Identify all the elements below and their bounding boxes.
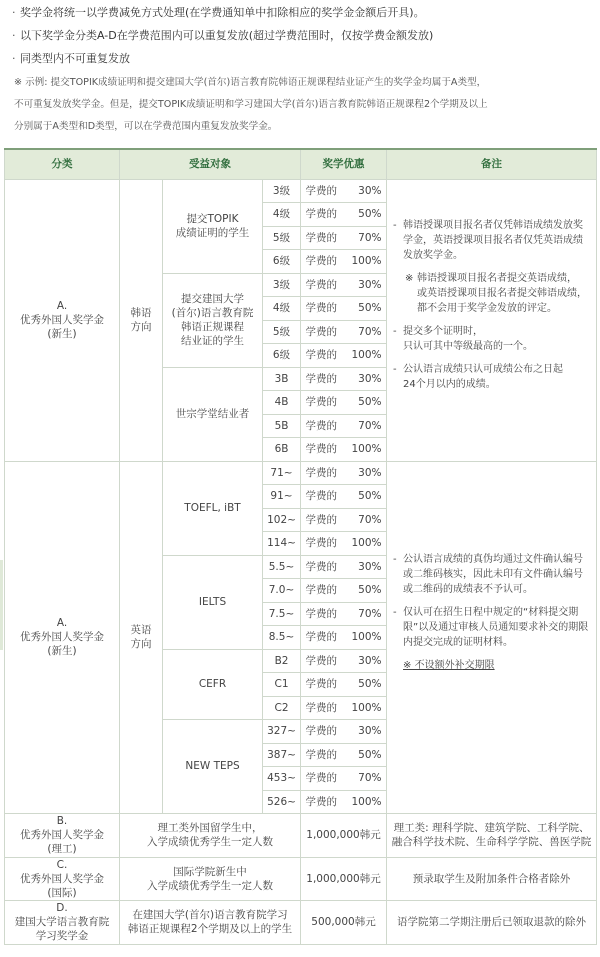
tuition-label: 学费的: [305, 678, 338, 691]
tuition-label: 学费的: [305, 584, 338, 597]
category-a-english: [5, 461, 120, 814]
percent-value: 100%: [351, 255, 382, 268]
group-name-text-line: 世宗学堂结业者: [175, 407, 250, 420]
percent-value: 30%: [358, 372, 382, 385]
track-label: [120, 306, 162, 334]
remark-cell: [387, 814, 597, 858]
target-text-line: 入学成绩优秀学生一定人数: [147, 836, 273, 849]
benefit-cell: [301, 344, 387, 368]
remark-1-line: 或二维码核实，因此未印有文件确认编号: [403, 568, 584, 580]
remark-text-line: 语学院第二学期注册后已领取退款的除外: [397, 916, 587, 929]
category-catD: [5, 901, 120, 945]
group-name: [163, 555, 263, 649]
group-name-text-line: (首尔)语言教育院: [171, 306, 254, 319]
percent-value: 100%: [351, 701, 382, 714]
tuition-label: 学费的: [305, 748, 338, 761]
benefit-cell: [301, 673, 387, 697]
category-name: 建国大学语言教育院: [14, 916, 110, 929]
group-name-text: [163, 759, 262, 773]
group-name-text: [163, 407, 262, 421]
level-cell: 3级: [263, 273, 301, 297]
benefit-cell: [301, 743, 387, 767]
tuition-label: 学费的: [305, 184, 338, 197]
target-text-line: 理工类外国留学生中，: [157, 822, 263, 835]
group-name-text-line: 提交TOPIK: [186, 212, 239, 225]
tuition-label: 学费的: [305, 701, 338, 714]
tuition-label: 学费的: [305, 372, 338, 385]
percent-value: 30%: [358, 466, 382, 479]
target-cell: [120, 814, 301, 858]
no-extension-note: ※ 不设额外补交期限: [403, 659, 495, 671]
remark-1-line: 韩语授课项目报名者仅凭韩语成绩发放奖: [403, 219, 584, 231]
remark-2-line: 内提交完成的证明材料。: [403, 636, 514, 648]
benefit-cell: [301, 320, 387, 344]
target-text-line: 国际学院新生中: [173, 865, 247, 878]
remark-2-line: 仅认可在招生日程中规定的“材料提交期: [403, 606, 579, 618]
tuition-label: 学费的: [305, 772, 338, 785]
percent-value: 100%: [351, 631, 382, 644]
group-name-text: [163, 595, 262, 609]
example-line-1: ※ 示例: 提交TOPIK成绩证明和提交建国大学(首尔)语言教育院韩语正规课程结业证产生的奖学金均属于A类型，: [14, 77, 487, 88]
percent-value: 30%: [358, 278, 382, 291]
note-line-1: · 奖学金将统一以学费减免方式处理(在学费通知单中扣除相应的奖学金金额后开具)。: [12, 6, 425, 19]
note-line-3: · 同类型内不可重复发放: [12, 52, 130, 65]
percent-value: 30%: [358, 184, 382, 197]
benefit-cell: [301, 297, 387, 321]
remark-2-line: 限”以及通过审核人员通知要求补交的期限: [403, 621, 589, 633]
english-remark-cell: [387, 461, 597, 814]
group-name-text-line: TOEFL, iBT: [184, 501, 241, 514]
group-name: [163, 461, 263, 555]
remark-1-sub-line: 或英语授课项目报名者提交韩语成绩，: [417, 287, 588, 299]
group-name: [163, 273, 263, 367]
benefit-cell: [301, 790, 387, 814]
remark-1-line: 发放奖学金。: [403, 249, 464, 261]
percent-value: 70%: [358, 772, 382, 785]
benefit-amount: 1,000,000韩元: [301, 857, 387, 901]
level-cell: 5级: [263, 320, 301, 344]
benefit-cell: [301, 391, 387, 415]
tuition-label: 学费的: [305, 419, 338, 432]
percent-value: 100%: [351, 443, 382, 456]
group-name-text: [163, 677, 262, 691]
benefit-cell: [301, 767, 387, 791]
remark-2-line: 提交多个证明时，: [403, 325, 484, 337]
korean-track: [120, 179, 163, 461]
level-cell: 102~: [263, 508, 301, 532]
table-row: [5, 179, 597, 203]
level-cell: 5B: [263, 414, 301, 438]
header-remark: 备注: [387, 149, 597, 179]
remark-text: [387, 915, 596, 929]
remark-1-line: 学金，英语授课项目报名者仅凭英语成绩: [403, 234, 584, 246]
level-cell: 6B: [263, 438, 301, 462]
benefit-cell: [301, 532, 387, 556]
remark-text: [387, 872, 596, 886]
benefit-cell: [301, 555, 387, 579]
category-name: 优秀外国人奖学金: [20, 829, 104, 842]
benefit-cell: [301, 508, 387, 532]
category-name: 优秀外国人奖学金: [20, 631, 104, 644]
percent-value: 50%: [358, 678, 382, 691]
benefit-cell: [301, 602, 387, 626]
remark-1-line: 或二维码的成绩表不予认可。: [403, 583, 534, 595]
level-cell: 7.0~: [263, 579, 301, 603]
note-line-2: · 以下奖学金分类A-D在学费范围内可以重复发放(超过学费范围时，仅按学费金额发放): [12, 29, 434, 42]
tuition-label: 学费的: [305, 513, 338, 526]
group-name-text-line: 提交建国大学: [181, 292, 244, 305]
remark-cell: [387, 901, 597, 945]
level-cell: C1: [263, 673, 301, 697]
benefit-cell: [301, 250, 387, 274]
tuition-label: 学费的: [305, 795, 338, 808]
level-cell: 71~: [263, 461, 301, 485]
level-cell: 4级: [263, 297, 301, 321]
percent-value: 50%: [358, 490, 382, 503]
category-name: 优秀外国人奖学金: [20, 313, 104, 326]
remark-2-line: 只认可其中等级最高的一个。: [403, 340, 534, 352]
category-catB: [5, 814, 120, 858]
remark-text: [387, 821, 596, 849]
group-name: [163, 367, 263, 461]
level-cell: 5.5~: [263, 555, 301, 579]
level-cell: 6级: [263, 250, 301, 274]
category-code: A.: [56, 616, 68, 629]
tuition-label: 学费的: [305, 560, 338, 573]
category-catC: [5, 857, 120, 901]
benefit-cell: [301, 273, 387, 297]
tuition-label: 学费的: [305, 396, 338, 409]
benefit-cell: [301, 414, 387, 438]
remark-2: - 提交多个证明时， 只认可其中等级最高的一个。: [393, 325, 534, 352]
group-name-text: [163, 501, 262, 515]
group-name-text-line: 成绩证明的学生: [175, 227, 250, 239]
english-track: [120, 461, 163, 814]
tuition-label: 学费的: [305, 631, 338, 644]
header-benefit: 奖学优惠: [301, 149, 387, 179]
tuition-label: 学费的: [305, 607, 338, 620]
remark-3: [393, 658, 590, 673]
category-note: (新生): [47, 328, 77, 341]
remark-text-line: 预录取学生及附加条件合格者除外: [412, 872, 571, 885]
target-text-line: 在建国大学(首尔)语言教育院学习: [132, 909, 288, 922]
tuition-label: 学费的: [305, 490, 338, 503]
benefit-cell: [301, 696, 387, 720]
group-name: [163, 720, 263, 814]
target-text-line: 韩语正规课程2个学期及以上的学生: [127, 923, 293, 936]
side-tab-marker: [0, 560, 3, 650]
remark-cell: [387, 857, 597, 901]
group-name-text-line: NEW TEPS: [185, 760, 240, 773]
category-code: C.: [56, 858, 68, 871]
remark-1-sub-line: 都不会用于奖学金发放的评定。: [417, 302, 558, 314]
group-name-text-line: IELTS: [198, 595, 227, 608]
tuition-label: 学费的: [305, 443, 338, 456]
level-cell: 3B: [263, 367, 301, 391]
level-cell: 3级: [263, 179, 301, 203]
group-name-text-line: CEFR: [198, 678, 227, 691]
remark-3-line: 公认语言成绩只认可成绩公布之日起: [403, 363, 564, 375]
category-code: D.: [56, 902, 68, 915]
remark-1: - 公认语言成绩的真伪均通过文件确认编号 或二维码核实，因此未印有文件确认编号 或二维码的成绩表不予认可。: [393, 553, 584, 595]
remark-text-line: 理工类: 理科学院、建筑学院、工科学院、: [393, 822, 590, 835]
benefit-cell: [301, 579, 387, 603]
percent-value: 50%: [358, 584, 382, 597]
tuition-label: 学费的: [305, 231, 338, 244]
group-name-text-line: 结业证的学生: [181, 335, 244, 348]
level-cell: 7.5~: [263, 602, 301, 626]
level-cell: 114~: [263, 532, 301, 556]
tuition-label: 学费的: [305, 325, 338, 338]
level-cell: C2: [263, 696, 301, 720]
benefit-cell: [301, 226, 387, 250]
track-label-line: 方向: [130, 638, 152, 651]
category-a-korean: [5, 179, 120, 461]
percent-value: 30%: [358, 654, 382, 667]
table-header-row: [5, 149, 597, 179]
group-name-text-line: 韩语正规课程: [181, 321, 244, 333]
benefit-cell: [301, 203, 387, 227]
target-text: [120, 821, 300, 849]
remark-3-line: 24个月以内的成绩。: [403, 378, 496, 390]
level-cell: 91~: [263, 485, 301, 509]
track-label-line: 韩语: [130, 306, 152, 319]
level-cell: 327~: [263, 720, 301, 744]
percent-value: 100%: [351, 349, 382, 362]
level-cell: 4B: [263, 391, 301, 415]
scholarship-table: [4, 148, 597, 945]
remark-1-line: 公认语言成绩的真伪均通过文件确认编号: [403, 553, 584, 565]
benefit-cell: [301, 179, 387, 203]
benefit-cell: [301, 461, 387, 485]
track-label: [120, 623, 162, 651]
percent-value: 70%: [358, 231, 382, 244]
benefit-cell: [301, 438, 387, 462]
tuition-label: 学费的: [305, 349, 338, 362]
notes-section: [0, 0, 600, 148]
tuition-label: 学费的: [305, 208, 338, 221]
level-cell: 8.5~: [263, 626, 301, 650]
percent-value: 70%: [358, 325, 382, 338]
remark-2: - 仅认可在招生日程中规定的“材料提交期 限”以及通过审核人员通知要求补交的期限 内提交完成的证明材料。: [393, 606, 589, 648]
category-name: 优秀外国人奖学金: [20, 872, 104, 885]
tuition-label: 学费的: [305, 537, 338, 550]
percent-value: 100%: [351, 537, 382, 550]
level-cell: B2: [263, 649, 301, 673]
percent-value: 50%: [358, 396, 382, 409]
remark-3: - 公认语言成绩只认可成绩公布之日起 24个月以内的成绩。: [393, 363, 564, 390]
table-row: [5, 461, 597, 485]
level-cell: 6级: [263, 344, 301, 368]
tuition-label: 学费的: [305, 654, 338, 667]
remark-1-sub-line: 韩语授课项目报名者提交英语成绩，: [417, 272, 578, 284]
category-note: (理工): [47, 843, 77, 856]
benefit-amount: 1,000,000韩元: [301, 814, 387, 858]
target-cell: [120, 857, 301, 901]
percent-value: 50%: [358, 208, 382, 221]
benefit-cell: [301, 485, 387, 509]
percent-value: 50%: [358, 302, 382, 315]
target-cell: [120, 901, 301, 945]
category-code: A.: [56, 299, 68, 312]
track-label-line: 英语: [130, 624, 152, 637]
category-code: B.: [56, 815, 68, 827]
example-line-2: 不可重复发放奖学金。但是，提交TOPIK成绩证明和学习建国大学(首尔)语言教育院韩语正规课程2个学期及以上: [14, 99, 488, 110]
remark-1-sub: ※ 韩语授课项目报名者提交英语成绩， 或英语授课项目报名者提交韩语成绩， 都不会用于奖学金发放的评定。: [405, 272, 588, 314]
table-row-catD: [5, 901, 597, 945]
header-category: 分类: [5, 149, 120, 179]
level-cell: 5级: [263, 226, 301, 250]
target-text: [120, 908, 300, 936]
remark-1: - 韩语授课项目报名者仅凭韩语成绩发放奖 学金，英语授课项目报名者仅凭英语成绩 发放奖学金。: [393, 219, 584, 261]
benefit-amount: 500,000韩元: [301, 901, 387, 945]
level-cell: 4级: [263, 203, 301, 227]
percent-value: 30%: [358, 560, 382, 573]
group-name: [163, 179, 263, 273]
category-note: 学习奖学金: [35, 930, 89, 943]
benefit-cell: [301, 649, 387, 673]
example-line-3: 分别属于A类型和D类型，可以在学费范围内重复发放奖学金。: [14, 121, 278, 132]
benefit-cell: [301, 367, 387, 391]
percent-value: 70%: [358, 513, 382, 526]
table-row-catC: [5, 857, 597, 901]
tuition-label: 学费的: [305, 725, 338, 738]
tuition-label: 学费的: [305, 278, 338, 291]
target-text: [120, 865, 300, 893]
korean-remark-cell: [387, 179, 597, 461]
target-text-line: 入学成绩优秀学生一定人数: [147, 879, 273, 892]
table-row-catB: [5, 814, 597, 858]
category-note: (新生): [47, 645, 77, 658]
level-cell: 526~: [263, 790, 301, 814]
group-name-text: [163, 292, 262, 349]
header-target: 受益对象: [120, 149, 301, 179]
percent-value: 100%: [351, 795, 382, 808]
tuition-label: 学费的: [305, 255, 338, 268]
track-label-line: 方向: [130, 321, 152, 333]
tuition-label: 学费的: [305, 302, 338, 315]
group-name: [163, 649, 263, 720]
benefit-cell: [301, 720, 387, 744]
level-cell: 387~: [263, 743, 301, 767]
percent-value: 50%: [358, 748, 382, 761]
tuition-label: 学费的: [305, 466, 338, 479]
percent-value: 70%: [358, 419, 382, 432]
level-cell: 453~: [263, 767, 301, 791]
category-note: (国际): [47, 886, 77, 899]
remark-text-line: 融合科学技术院、生命科学学院、兽医学院: [391, 836, 592, 849]
benefit-cell: [301, 626, 387, 650]
percent-value: 70%: [358, 607, 382, 620]
group-name-text: [163, 212, 262, 240]
percent-value: 30%: [358, 725, 382, 738]
